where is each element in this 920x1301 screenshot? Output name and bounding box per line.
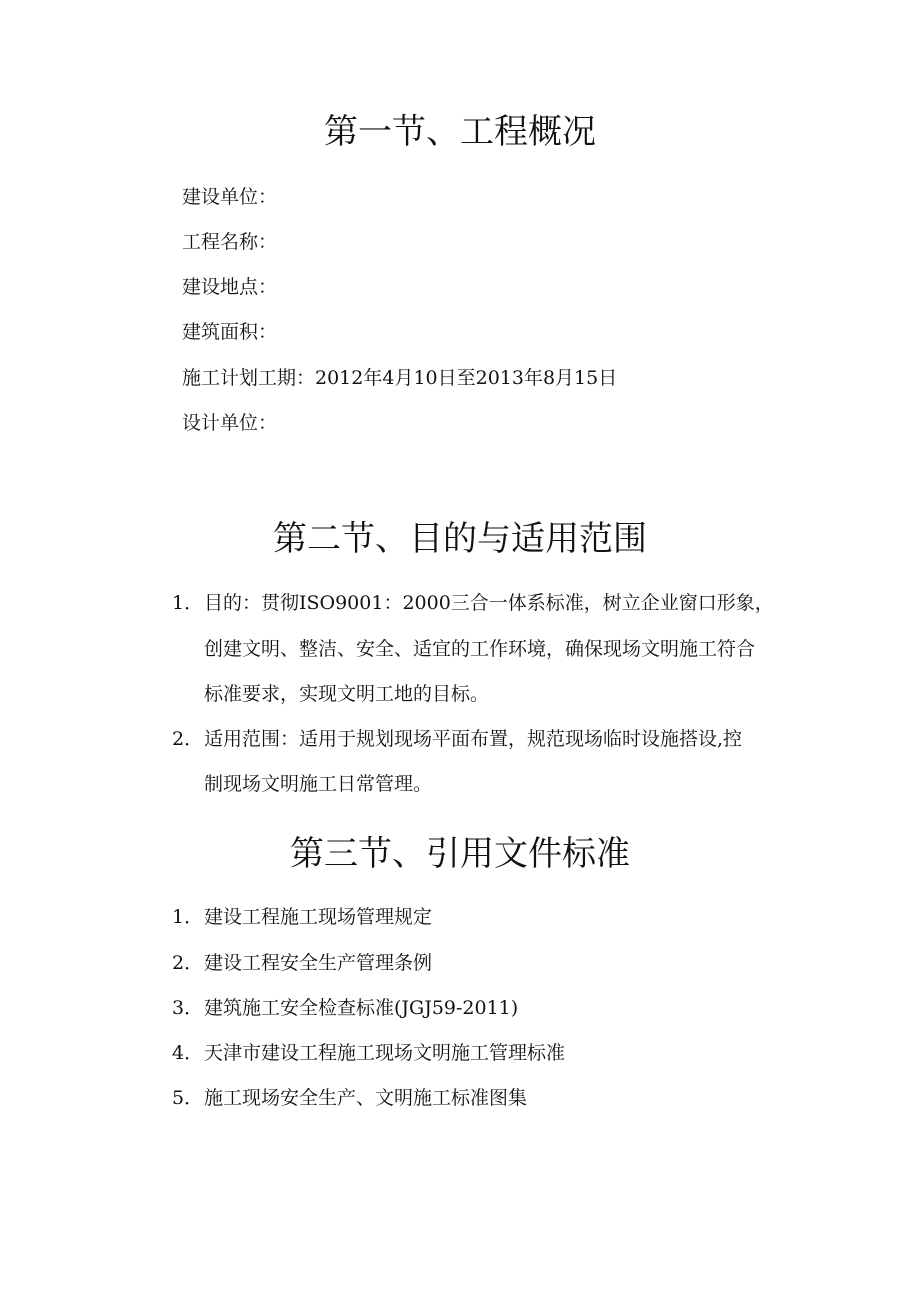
list-item-text: 建设工程施工现场管理规定 [204, 906, 433, 928]
list-number: 2． [172, 952, 204, 974]
scope-item-continued: 制现场文明施工日常管理。 [204, 773, 433, 795]
building-area-field: 建筑面积： [182, 321, 278, 343]
project-name-field: 工程名称： [182, 231, 278, 253]
design-unit-field: 设计单位： [182, 412, 278, 434]
section-3-title: 第三节、引用文件标准 [290, 834, 630, 874]
construction-unit-field: 建设单位： [182, 186, 278, 208]
list-item-text: 施工现场安全生产、文明施工标准图集 [204, 1087, 528, 1109]
list-number: 4． [172, 1042, 204, 1064]
construction-site-field: 建设地点： [182, 276, 278, 298]
list-item-text: 目的：贯彻ISO9001：2000三合一体系标准，树立企业窗口形象， [204, 592, 774, 614]
list-number: 3． [172, 997, 204, 1019]
list-number: 1． [172, 592, 204, 614]
section-2-title: 第二节、目的与适用范围 [273, 519, 647, 559]
list-item [172, 1040, 565, 1066]
list-item [172, 950, 432, 976]
purpose-item-continued: 标准要求，实现文明工地的目标。 [204, 683, 490, 705]
list-item-text: 建筑施工安全检查标准(JGJ59-2011) [204, 997, 519, 1019]
list-item-text: 适用范围：适用于规划现场平面布置，规范现场临时设施搭设,控 [204, 728, 743, 750]
section-1-title: 第一节、工程概况 [324, 112, 596, 152]
list-item [172, 1085, 527, 1111]
list-number: 5． [172, 1087, 204, 1109]
list-item-text: 建设工程安全生产管理条例 [204, 952, 433, 974]
list-item [172, 904, 432, 930]
scope-item [172, 726, 742, 752]
list-item-text: 天津市建设工程施工现场文明施工管理标准 [204, 1042, 566, 1064]
list-number: 1． [172, 906, 204, 928]
list-number: 2． [172, 728, 204, 750]
purpose-item-continued: 创建文明、整洁、安全、适宜的工作环境，确保现场文明施工符合 [204, 638, 756, 660]
purpose-item [172, 590, 774, 616]
planned-schedule-field: 施工计划工期：2012年4月10日至2013年8月15日 [182, 367, 618, 389]
list-item [172, 995, 518, 1021]
